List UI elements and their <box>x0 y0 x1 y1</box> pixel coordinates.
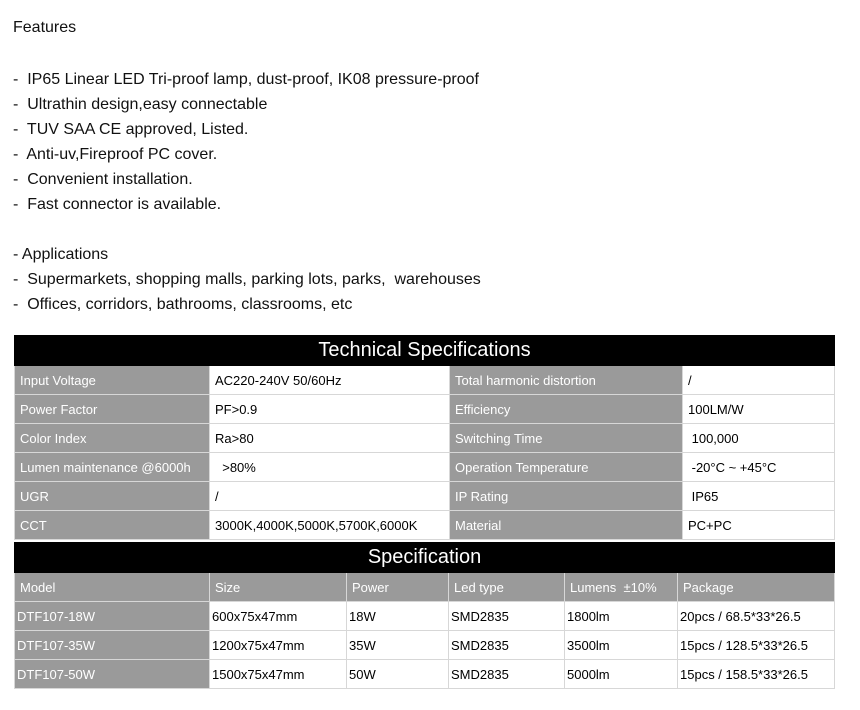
spec-label: Lumen maintenance @6000h <box>15 453 210 482</box>
column-header: Model <box>15 573 210 602</box>
spec-label: Total harmonic distortion <box>450 366 683 395</box>
spec-label: Switching Time <box>450 424 683 453</box>
table-row <box>15 424 835 453</box>
spec-value: 3000K,4000K,5000K,5700K,6000K <box>210 511 450 540</box>
spec-value: >80% <box>210 453 450 482</box>
spec-value: PF>0.9 <box>210 395 450 424</box>
features-list <box>13 67 479 217</box>
size-cell: 600x75x47mm <box>210 602 347 631</box>
power-cell: 50W <box>347 660 449 689</box>
spec-value: 100LM/W <box>683 395 835 424</box>
package-cell: 20pcs / 68.5*33*26.5 <box>678 602 835 631</box>
lumens-cell: 5000lm <box>565 660 678 689</box>
column-header: Size <box>210 573 347 602</box>
features-title: Features <box>13 19 77 36</box>
spec-label: Operation Temperature <box>450 453 683 482</box>
model-cell: DTF107-18W <box>15 602 210 631</box>
power-cell: 35W <box>347 631 449 660</box>
column-header: Led type <box>449 573 565 602</box>
table-row <box>15 511 835 540</box>
table-row <box>15 366 835 395</box>
power-cell: 18W <box>347 602 449 631</box>
technical-specifications-table <box>14 335 835 540</box>
spec-label: UGR <box>15 482 210 511</box>
spec-value: IP65 <box>683 482 835 511</box>
spec-value: AC220-240V 50/60Hz <box>210 366 450 395</box>
application-item: - Supermarkets, shopping malls, parking lots, parks, warehouses <box>13 271 481 288</box>
column-header: Lumens ±10% <box>565 573 678 602</box>
table-row <box>15 602 835 631</box>
spec-label: CCT <box>15 511 210 540</box>
table-row <box>15 631 835 660</box>
lumens-cell: 1800lm <box>565 602 678 631</box>
feature-item: - Convenient installation. <box>13 171 193 188</box>
package-cell: 15pcs / 128.5*33*26.5 <box>678 631 835 660</box>
feature-item: - TUV SAA CE approved, Listed. <box>13 121 249 138</box>
technical-specifications-title: Technical Specifications <box>15 336 835 366</box>
led-type-cell: SMD2835 <box>449 631 565 660</box>
spec-label: Input Voltage <box>15 366 210 395</box>
table-row <box>15 482 835 511</box>
specification-table <box>14 542 835 689</box>
led-type-cell: SMD2835 <box>449 602 565 631</box>
application-item: - Offices, corridors, bathrooms, classrooms, etc <box>13 296 353 313</box>
column-header: Power <box>347 573 449 602</box>
spec-label: Power Factor <box>15 395 210 424</box>
applications-heading: - Applications <box>13 246 109 263</box>
applications-list <box>13 242 481 317</box>
size-cell: 1500x75x47mm <box>210 660 347 689</box>
feature-item: - IP65 Linear LED Tri-proof lamp, dust-proof, IK08 pressure-proof <box>13 71 479 88</box>
table-row <box>15 660 835 689</box>
spec-label: Color Index <box>15 424 210 453</box>
feature-item: - Anti-uv,Fireproof PC cover. <box>13 146 218 163</box>
table-header-row <box>15 573 835 602</box>
feature-item: - Fast connector is available. <box>13 196 222 213</box>
spec-label: Efficiency <box>450 395 683 424</box>
table-row <box>15 453 835 482</box>
column-header: Package <box>678 573 835 602</box>
spec-value: / <box>210 482 450 511</box>
led-type-cell: SMD2835 <box>449 660 565 689</box>
spec-value: PC+PC <box>683 511 835 540</box>
spec-value: -20°C ~ +45°C <box>683 453 835 482</box>
spec-label: IP Rating <box>450 482 683 511</box>
spec-label: Material <box>450 511 683 540</box>
feature-item: - Ultrathin design,easy connectable <box>13 96 268 113</box>
lumens-cell: 3500lm <box>565 631 678 660</box>
size-cell: 1200x75x47mm <box>210 631 347 660</box>
package-cell: 15pcs / 158.5*33*26.5 <box>678 660 835 689</box>
table-row <box>15 395 835 424</box>
model-cell: DTF107-35W <box>15 631 210 660</box>
model-cell: DTF107-50W <box>15 660 210 689</box>
spec-value: 100,000 <box>683 424 835 453</box>
spec-value: Ra>80 <box>210 424 450 453</box>
spec-value: / <box>683 366 835 395</box>
specification-title: Specification <box>15 543 835 573</box>
